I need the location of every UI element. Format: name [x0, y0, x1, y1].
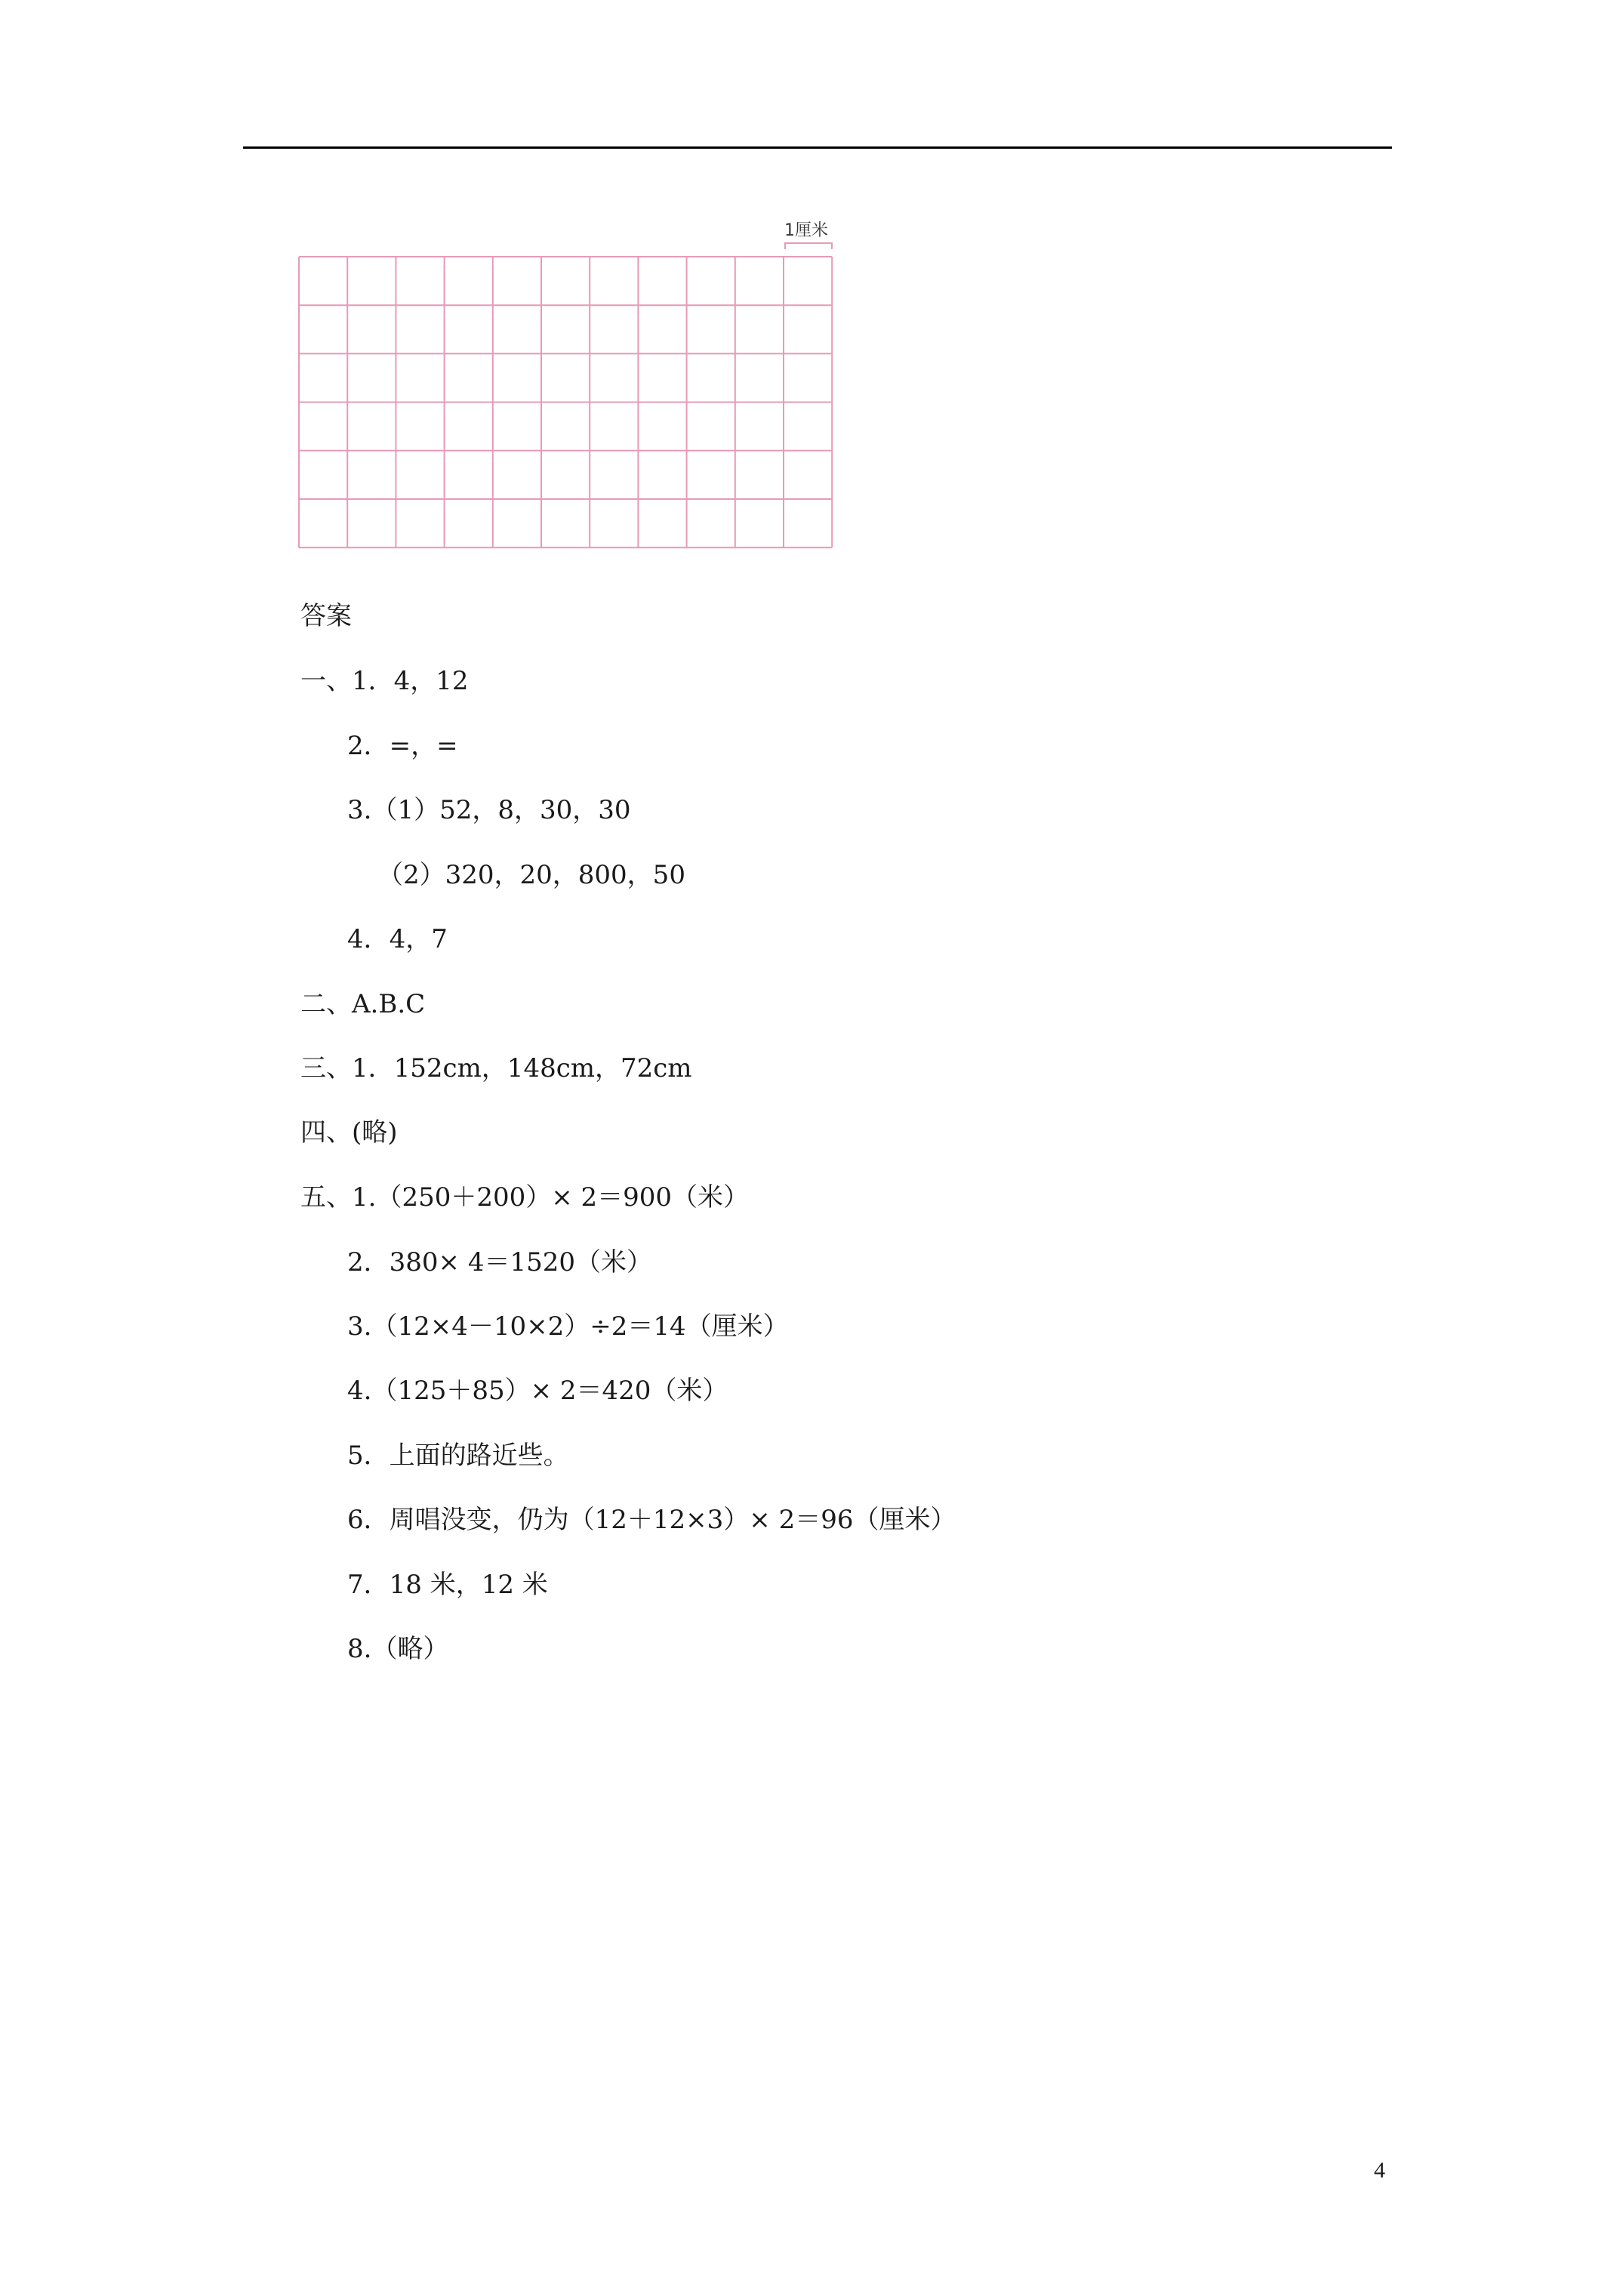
answer-line-5-4: 4.（125＋85）× 2＝420（米） — [347, 1376, 728, 1406]
answer-line-4: 四、(略) — [300, 1117, 398, 1148]
answers-heading: 答案 — [300, 601, 352, 631]
answer-line-1-1: 一、1．4，12 — [300, 666, 469, 696]
answer-line-1-2: 2．=，= — [347, 731, 458, 761]
answer-line-2: 二、A.B.C — [300, 989, 426, 1019]
grid-figure — [297, 213, 833, 551]
answer-line-5-1: 五、1.（250＋200）× 2＝900（米） — [300, 1182, 750, 1213]
answer-line-5-2: 2．380× 4＝1520（米） — [347, 1247, 652, 1277]
header-rule — [243, 146, 1392, 149]
page-number: 4 — [1374, 2158, 1385, 2183]
answer-line-1-3-1: 3.（1）52，8，30，30 — [347, 795, 631, 825]
scale-label: 1厘米 — [784, 221, 828, 240]
answer-line-5-7: 7．18 米，12 米 — [347, 1570, 548, 1600]
answer-line-5-8: 8.（略） — [347, 1634, 449, 1664]
answer-line-5-6: 6．周唱没变，仍为（12＋12×3）× 2＝96（厘米） — [347, 1505, 956, 1535]
answer-line-1-4: 4．4，7 — [347, 924, 448, 954]
answer-line-3: 三、1．152cm，148cm，72cm — [300, 1053, 692, 1083]
answer-line-5-3: 3.（12×4－10×2）÷2＝14（厘米） — [347, 1311, 789, 1342]
answer-line-1-3-2: （2）320，20，800，50 — [377, 860, 685, 890]
answer-line-5-5: 5．上面的路近些。 — [347, 1441, 569, 1471]
